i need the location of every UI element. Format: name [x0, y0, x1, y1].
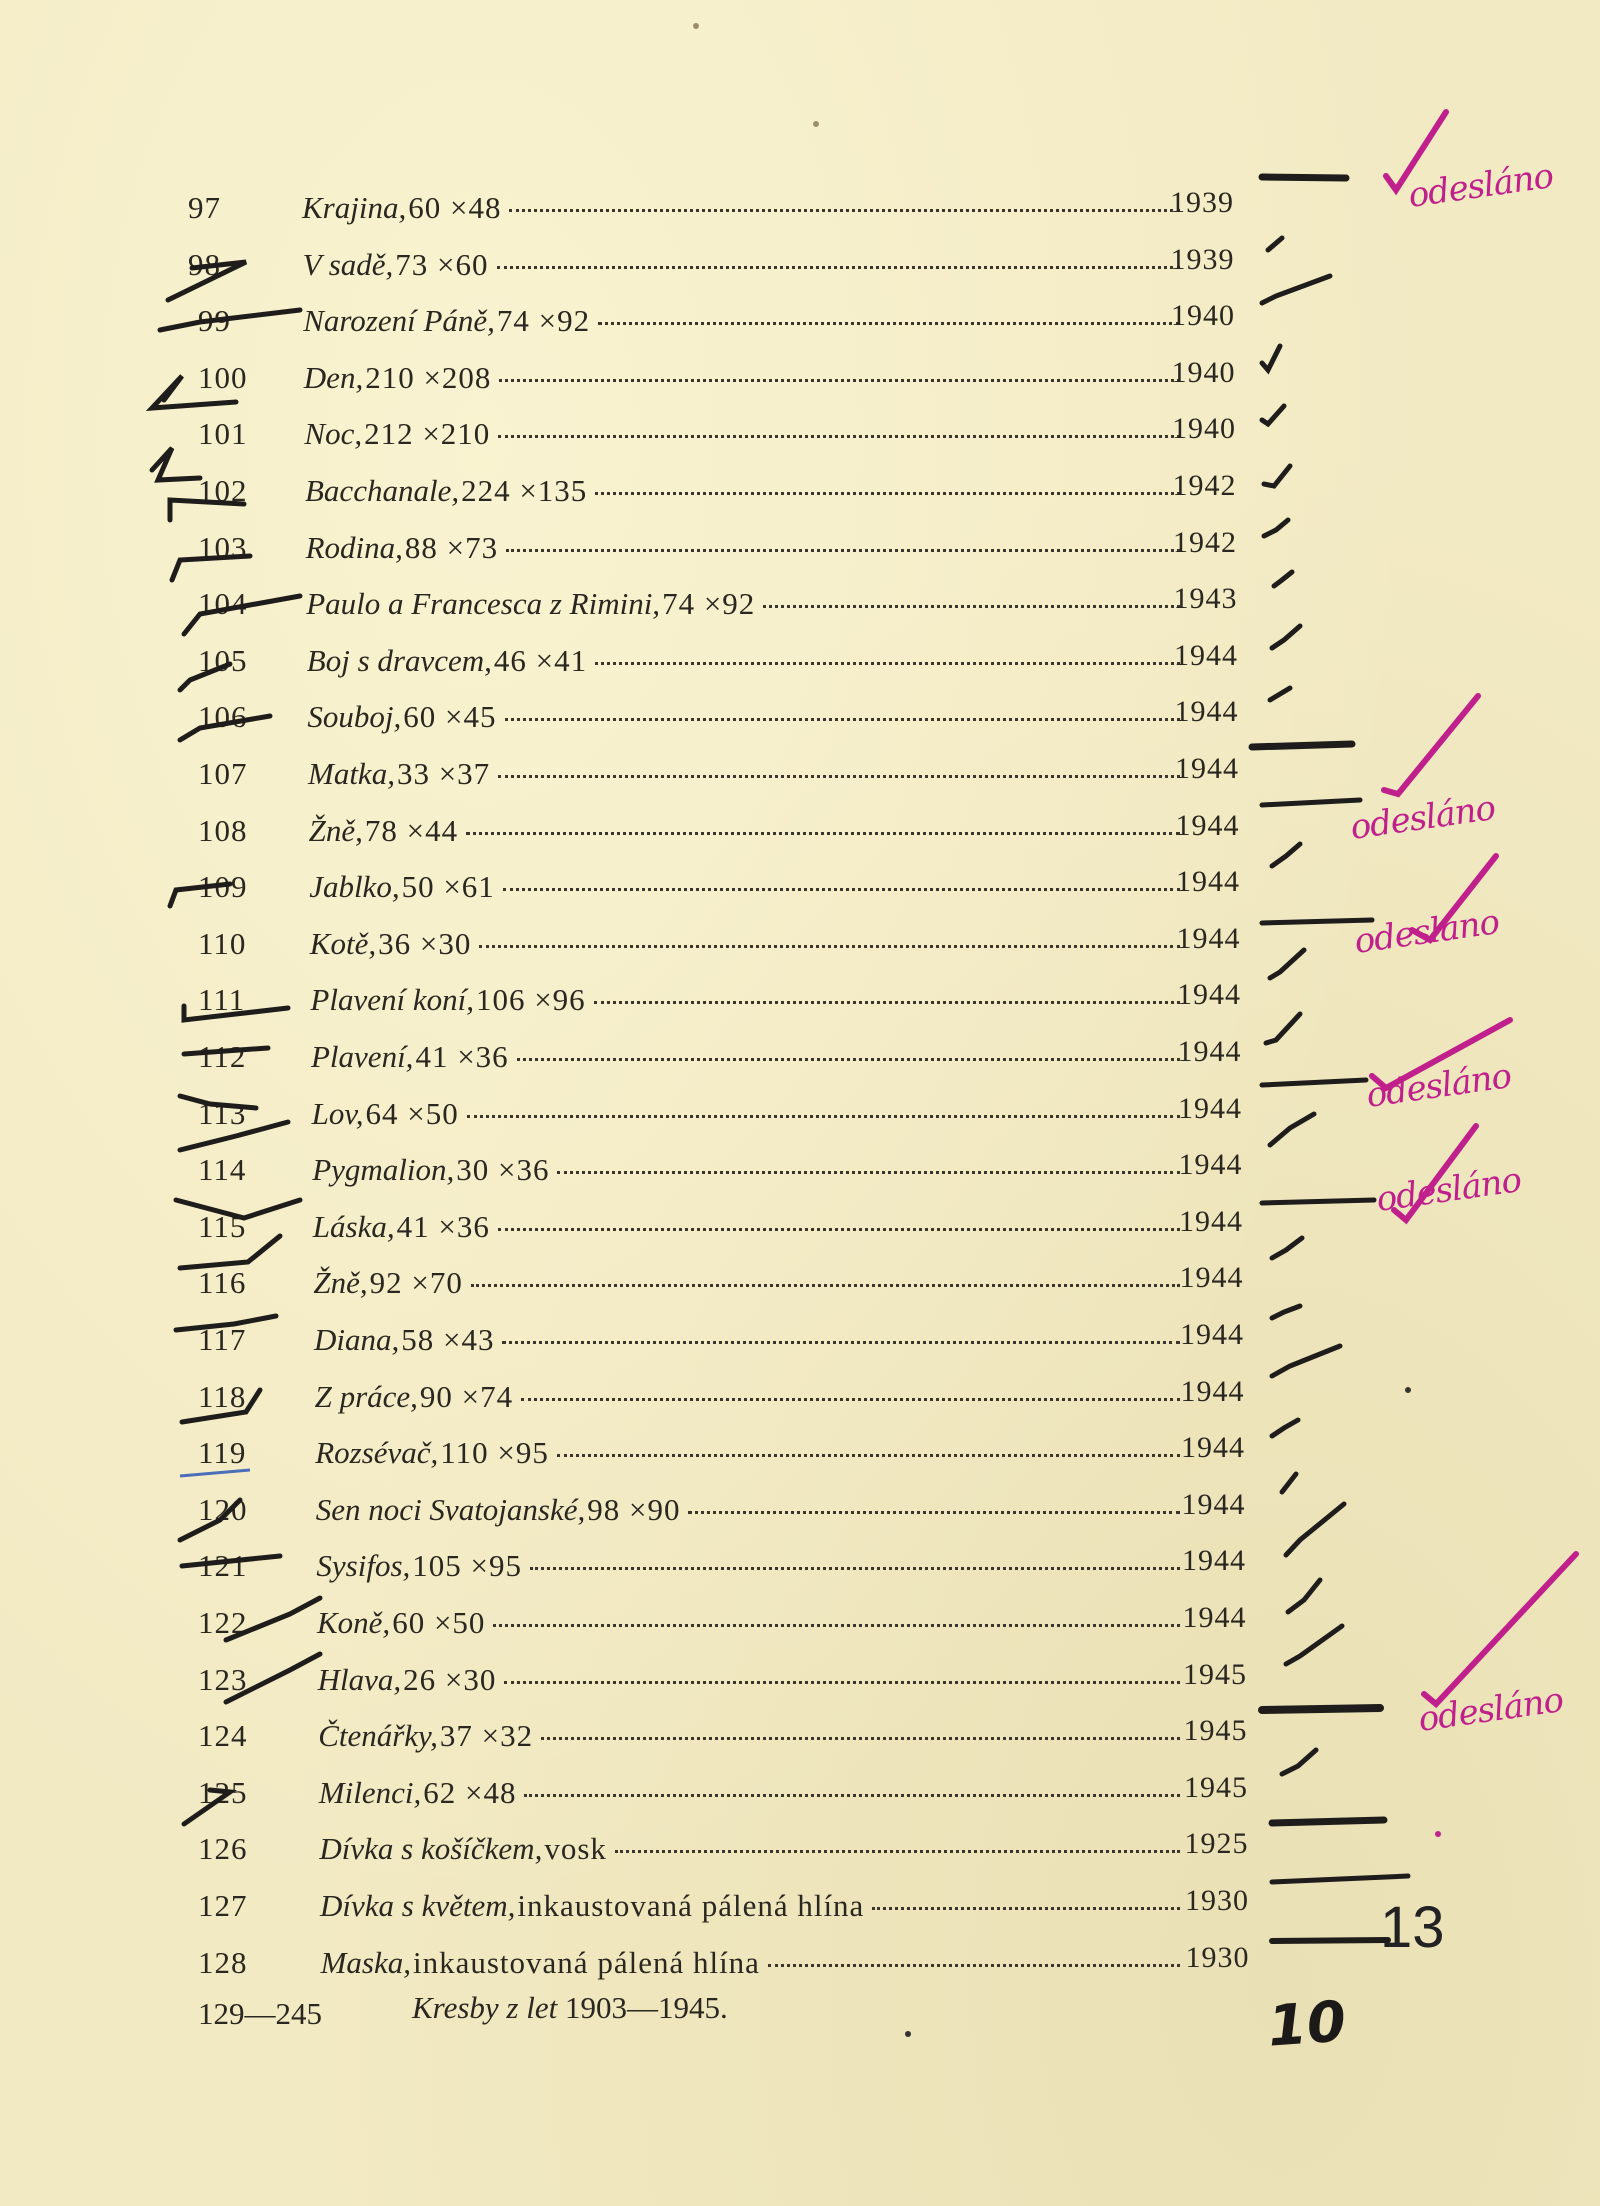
entry-title: Dívka s košíčkem,: [319, 1831, 543, 1867]
entry-year: 1944: [1182, 1544, 1246, 1578]
entry-detail: 64 ×50: [365, 1095, 459, 1131]
entry-title: Boj s dravcem,: [306, 642, 492, 678]
entry-title: V sadě,: [302, 246, 394, 282]
entry-year: 1944: [1174, 695, 1239, 729]
entry-detail: 92 ×70: [369, 1265, 463, 1301]
entry-number: 121: [198, 1548, 248, 1584]
handwritten-page-number: 10: [1265, 1989, 1349, 2060]
entry-number: 127: [198, 1888, 248, 1923]
entry-detail: 210 ×208: [365, 359, 492, 395]
entry-detail: 37 ×32: [439, 1718, 534, 1754]
entry-number: 110: [198, 925, 247, 961]
note-odeslano-124: odesláno: [1415, 1680, 1566, 1740]
entry-title: Maska,: [320, 1944, 411, 1980]
entry-number: 98: [188, 246, 221, 282]
entry-number: 108: [198, 812, 248, 848]
entry-detail: inkaustovaná pálená hlína: [413, 1944, 760, 1980]
entry-title: Plavení,: [311, 1039, 414, 1074]
entry-number: 115: [198, 1208, 247, 1244]
entry-title: Čtenářky,: [318, 1718, 438, 1754]
entry-title: Narození Páně,: [303, 303, 495, 339]
entry-detail: 62 ×48: [423, 1774, 517, 1810]
entry-detail: 60 ×45: [403, 699, 497, 735]
entry-number: 99: [198, 303, 231, 339]
entry-number: 103: [198, 529, 248, 565]
entry-number: 107: [198, 756, 248, 791]
entry-year: 1944: [1176, 865, 1240, 899]
entry-number: 100: [198, 359, 248, 395]
entry-title: Koně,: [317, 1605, 391, 1640]
entry-detail: 98 ×90: [587, 1491, 681, 1527]
entry-title: Hlava,: [317, 1661, 402, 1697]
footer-range: 129—245: [198, 1996, 322, 2031]
entry-year: 1944: [1180, 1318, 1244, 1351]
entry-detail: 105 ×95: [412, 1548, 522, 1584]
entry-detail: 74 ×92: [496, 303, 591, 339]
entry-year: 1942: [1172, 469, 1237, 502]
entry-detail: 58 ×43: [401, 1322, 495, 1357]
entry-number: 122: [198, 1605, 248, 1640]
entry-year: 1944: [1178, 1148, 1243, 1182]
entry-title: Lov,: [311, 1095, 364, 1131]
entry-year: 1940: [1171, 355, 1236, 389]
entry-detail: 41 ×36: [415, 1039, 509, 1074]
entry-number: 123: [198, 1661, 248, 1697]
entry-year: 1944: [1175, 808, 1240, 842]
entry-detail: 33 ×37: [396, 756, 491, 791]
entry-number: 109: [198, 869, 248, 905]
entry-number: 105: [198, 642, 248, 678]
entry-year: 1944: [1181, 1487, 1246, 1521]
entry-detail: 60 ×50: [392, 1605, 486, 1640]
entry-year: 1945: [1184, 1770, 1248, 1804]
entry-year: 1930: [1185, 1884, 1249, 1917]
entry-number: 128: [198, 1944, 248, 1980]
entry-title: Sen noci Svatojanské,: [315, 1491, 586, 1527]
entry-number: 113: [198, 1095, 247, 1131]
entry-detail: 106 ×96: [475, 982, 586, 1018]
entry-year: 1940: [1171, 299, 1235, 333]
entry-number: 114: [198, 1152, 247, 1188]
entry-detail: 30 ×36: [456, 1152, 550, 1188]
entry-year: 1945: [1183, 1714, 1248, 1748]
entry-number: 125: [198, 1774, 248, 1810]
entry-title: Rodina,: [305, 529, 403, 565]
entry-year: 1944: [1177, 978, 1241, 1012]
entry-number: 116: [198, 1265, 247, 1301]
entry-detail: inkaustovaná pálená hlína: [517, 1888, 865, 1923]
entry-detail: vosk: [544, 1831, 607, 1867]
entry-year: 1943: [1173, 582, 1238, 616]
entry-year: 1944: [1182, 1601, 1247, 1634]
entry-title: Pygmalion,: [312, 1152, 455, 1188]
entry-detail: 88 ×73: [404, 529, 499, 565]
entry-title: Milenci,: [318, 1774, 422, 1810]
page-number: 13: [1380, 1895, 1445, 1960]
footer-years: 1903—1945.: [564, 1990, 728, 2025]
entry-number: 117: [198, 1322, 247, 1357]
entry-detail: 73 ×60: [395, 246, 489, 282]
entry-number: 106: [198, 699, 248, 735]
entry-detail: 78 ×44: [364, 812, 459, 848]
entry-year: 1945: [1183, 1657, 1247, 1691]
entry-year: 1940: [1172, 412, 1236, 446]
entry-detail: 26 ×30: [403, 1661, 497, 1697]
entry-title: Plavení koní,: [310, 982, 474, 1018]
entry-title: Láska,: [312, 1208, 395, 1244]
entry-year: 1944: [1178, 1091, 1242, 1125]
entry-detail: 74 ×92: [662, 586, 756, 622]
entry-title: Noc,: [304, 416, 363, 452]
entry-title: Jablko,: [309, 869, 400, 905]
entry-year: 1944: [1175, 752, 1239, 785]
entry-detail: 224 ×135: [461, 473, 588, 508]
note-odeslano-113: odesláno: [1363, 1056, 1514, 1116]
entry-year: 1944: [1179, 1204, 1243, 1238]
entry-title: Souboj,: [307, 699, 402, 735]
note-odeslano-115: odesláno: [1373, 1160, 1524, 1220]
entry-detail: 36 ×30: [378, 925, 472, 961]
entry-number: 124: [198, 1718, 248, 1754]
entry-title: Diana,: [314, 1322, 400, 1357]
entry-detail: 90 ×74: [419, 1378, 514, 1414]
entry-title: Sysifos,: [316, 1548, 411, 1584]
entry-detail: 212 ×210: [364, 416, 491, 452]
entry-title: Rozsévač,: [315, 1435, 439, 1471]
entry-year: 1944: [1177, 1035, 1242, 1068]
entry-title: Z práce,: [314, 1378, 418, 1414]
note-odeslano-97: odesláno: [1405, 156, 1556, 216]
note-odeslano-110: odesláno: [1351, 902, 1502, 962]
entry-number: 111: [198, 982, 246, 1018]
entry-title: Žně,: [313, 1265, 368, 1301]
entry-detail: 41 ×36: [396, 1208, 490, 1244]
entry-number: 101: [198, 416, 248, 452]
entry-detail: 50 ×61: [401, 869, 495, 905]
entry-number: 112: [198, 1039, 247, 1074]
entry-year: 1944: [1180, 1374, 1245, 1408]
entry-year: 1944: [1176, 921, 1241, 955]
entry-number: 120: [198, 1491, 248, 1527]
entry-detail: 110 ×95: [440, 1435, 549, 1471]
entry-title: Kotě,: [309, 925, 377, 961]
entry-number: 118: [198, 1378, 247, 1414]
entry-year: 1939: [1170, 242, 1235, 276]
entry-year: 1939: [1170, 186, 1234, 219]
entry-number: 102: [198, 473, 248, 508]
entry-title: Dívka s květem,: [320, 1888, 516, 1923]
entry-number: 97: [188, 190, 221, 225]
entry-detail: 46 ×41: [493, 642, 588, 678]
footer-title: Kresby z let: [412, 1990, 558, 2025]
entry-year: 1944: [1174, 638, 1238, 672]
entry-year: 1925: [1184, 1827, 1249, 1861]
entry-title: Paulo a Francesca z Rimini,: [306, 586, 661, 622]
entry-number: 119: [198, 1435, 247, 1471]
entry-year: 1930: [1185, 1940, 1250, 1974]
entry-number: 126: [198, 1831, 248, 1867]
entry-title: Krajina,: [302, 190, 407, 225]
entry-year: 1942: [1173, 525, 1237, 559]
entry-title: Matka,: [308, 756, 395, 791]
entry-number: 104: [198, 586, 248, 622]
entry-detail: 60 ×48: [408, 190, 502, 225]
entry-title: Den,: [303, 359, 364, 395]
entry-year: 1944: [1181, 1431, 1245, 1465]
entry-title: Žně,: [308, 812, 363, 848]
entry-year: 1944: [1179, 1261, 1244, 1295]
note-odeslano-108: odesláno: [1347, 788, 1498, 848]
entry-title: Bacchanale,: [305, 473, 460, 508]
